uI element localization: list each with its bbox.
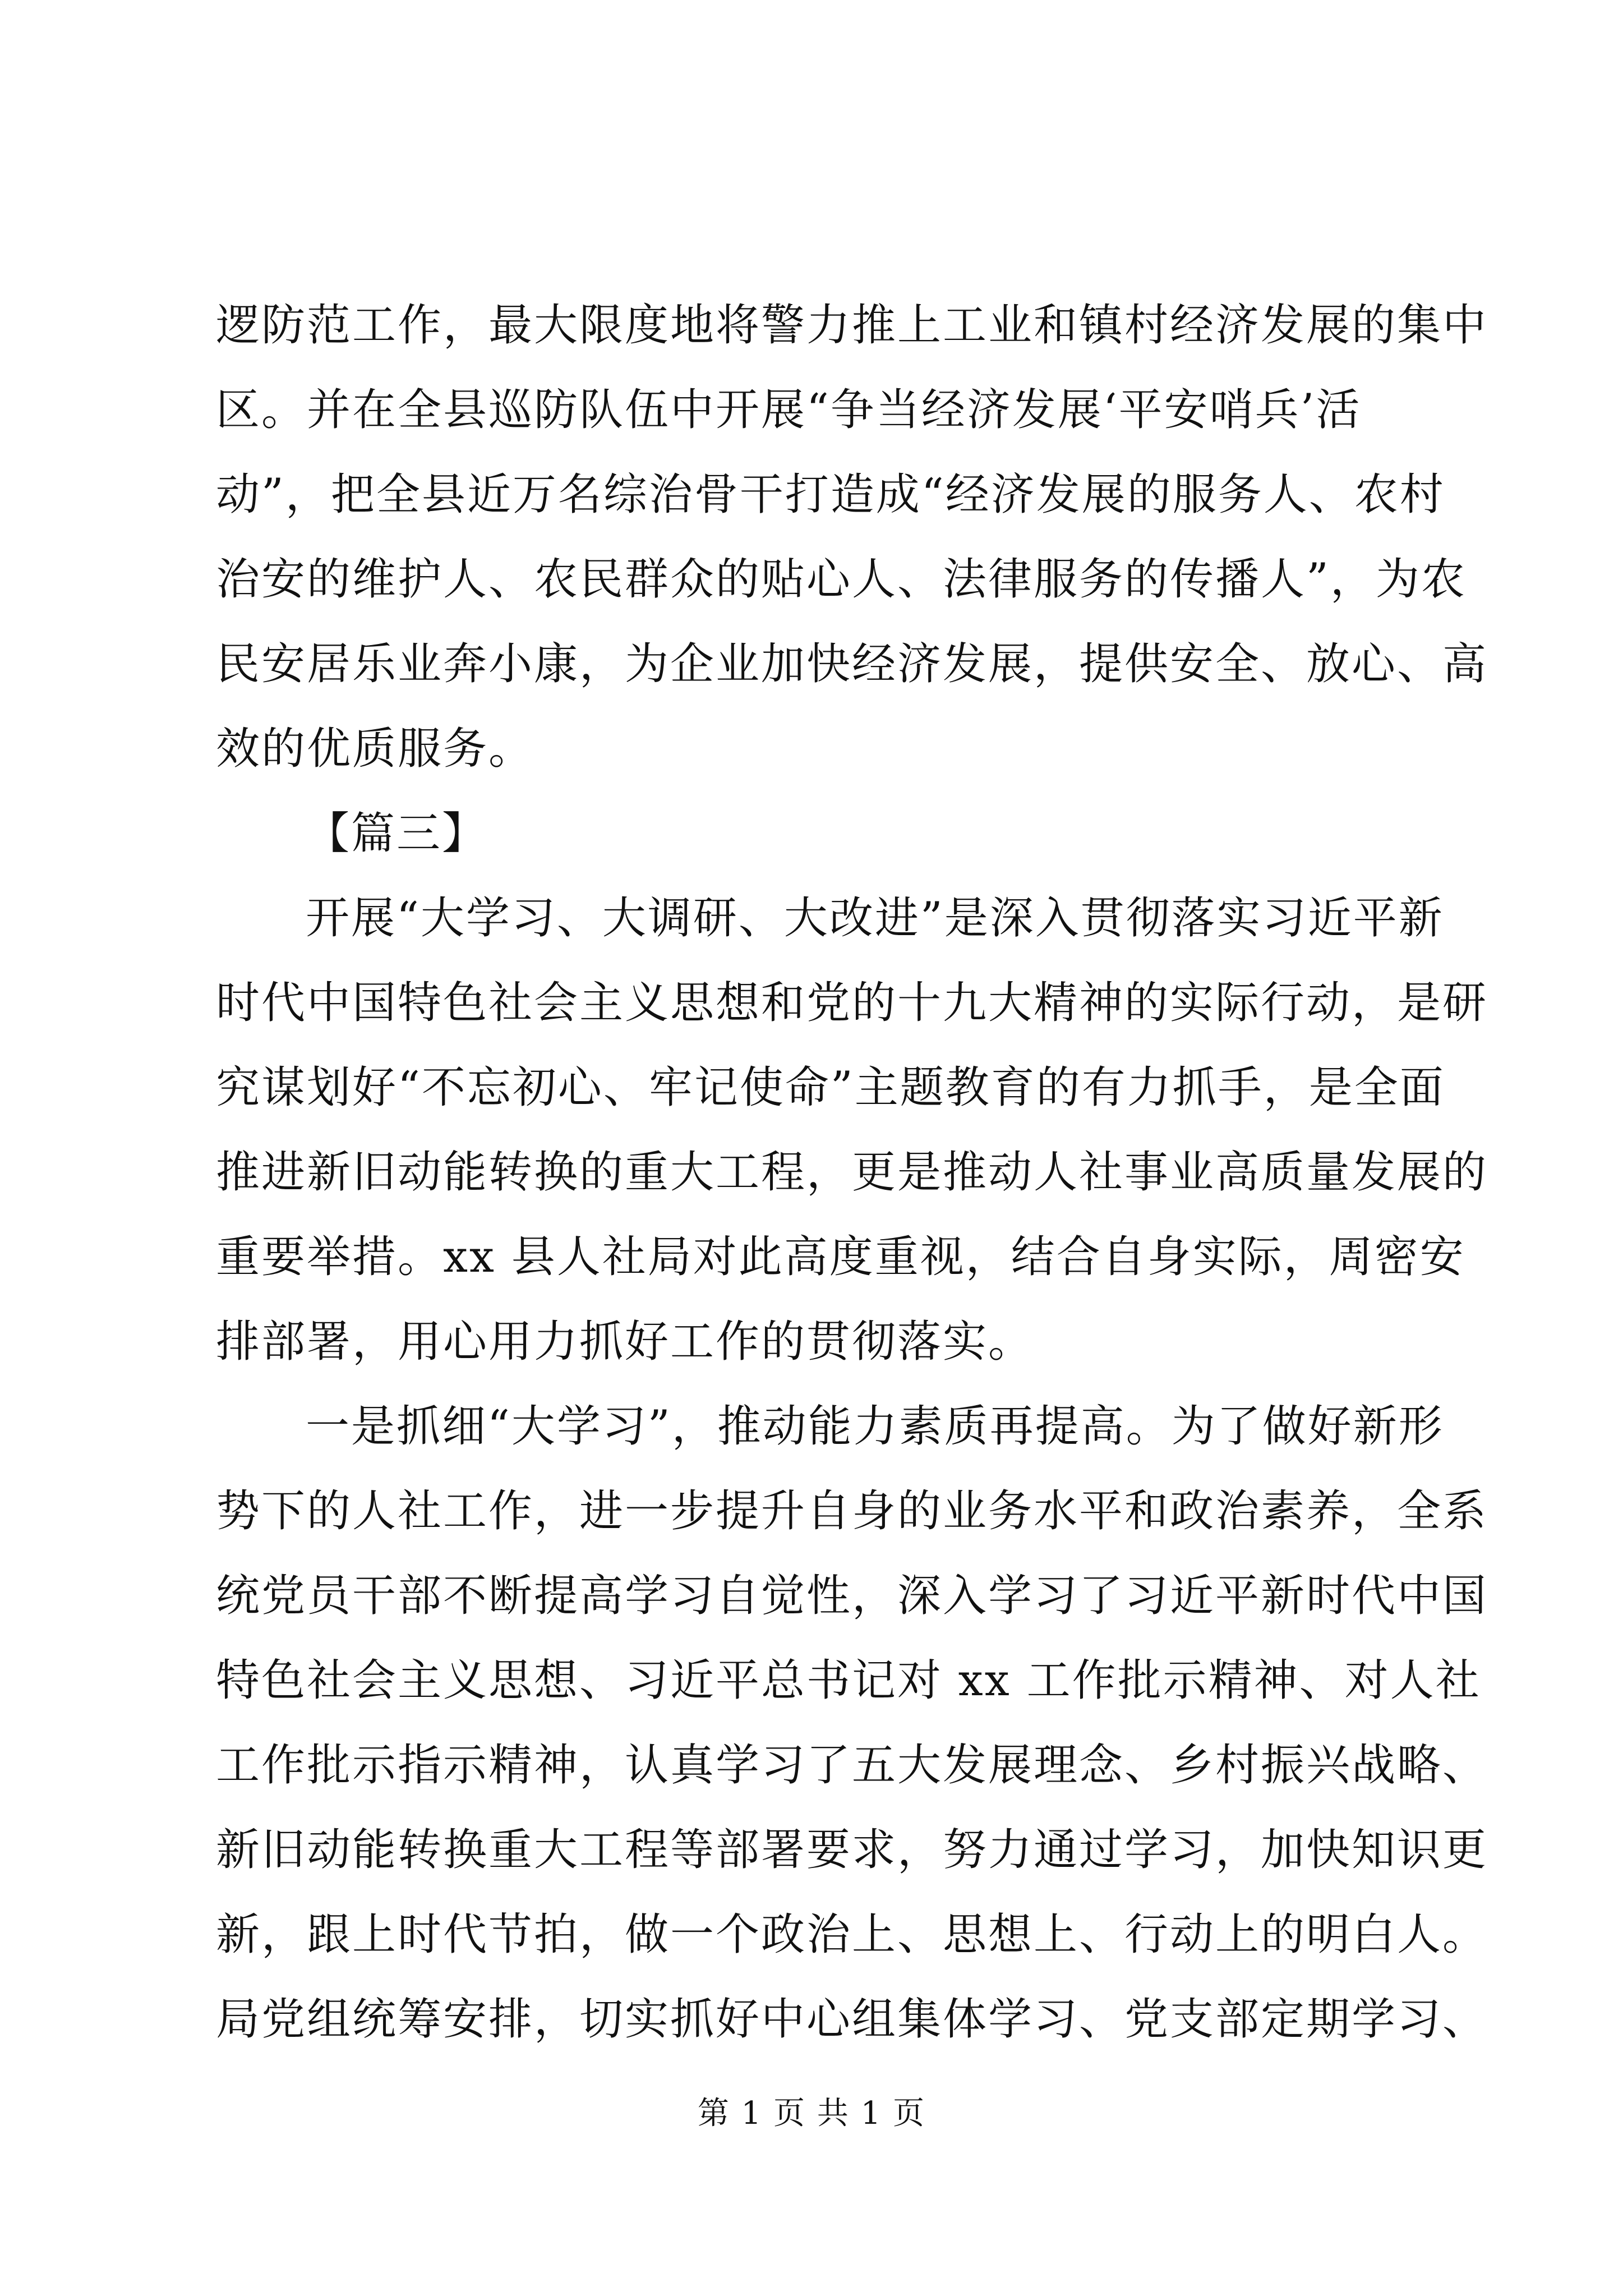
paragraph-line: 开展“大学习、大调研、大改进”是深入贯彻落实习近平新 <box>306 893 1444 944</box>
paragraph-line: 特色社会主义思想、习近平总书记对 xx 工作批示精神、对人社 <box>216 1655 1481 1706</box>
paragraph-line: 势下的人社工作，进一步提升自身的业务水平和政治素养，全系 <box>216 1486 1488 1536</box>
section-heading: 【篇三】 <box>306 808 488 859</box>
paragraph-line: 逻防范工作，最大限度地将警力推上工业和镇村经济发展的集中 <box>216 300 1488 351</box>
document-body <box>216 283 1488 2062</box>
page-number: 第 1 页 共 1 页 <box>697 2095 926 2132</box>
paragraph-line: 时代中国特色社会主义思想和党的十九大精神的实际行动，是研 <box>216 978 1488 1028</box>
paragraph-line: 一是抓细“大学习”，推动能力素质再提高。为了做好新形 <box>306 1401 1444 1452</box>
page-footer <box>0 2091 1623 2136</box>
paragraph-line: 效的优质服务。 <box>216 724 534 774</box>
paragraph-line: 新旧动能转换重大工程等部署要求，努力通过学习，加快知识更 <box>216 1825 1488 1875</box>
paragraph-line: 推进新旧动能转换的重大工程，更是推动人社事业高质量发展的 <box>216 1147 1488 1198</box>
paragraph-line: 排部署，用心用力抓好工作的贯彻落实。 <box>216 1317 1034 1367</box>
paragraph-line: 动”，把全县近万名综治骨干打造成“经济发展的服务人、农村 <box>216 470 1445 520</box>
paragraph-line: 重要举措。xx 县人社局对此高度重视，结合自身实际，周密安 <box>216 1232 1465 1282</box>
paragraph-line: 民安居乐业奔小康，为企业加快经济发展，提供安全、放心、高 <box>216 639 1488 689</box>
paragraph-line: 究谋划好“不忘初心、牢记使命”主题教育的有力抓手，是全面 <box>216 1062 1445 1113</box>
paragraph-line: 治安的维护人、农民群众的贴心人、法律服务的传播人”，为农 <box>216 554 1467 605</box>
paragraph-line: 区。并在全县巡防队伍中开展“争当经济发展‘平安哨兵’活 <box>216 385 1362 435</box>
paragraph-line: 新，跟上时代节拍，做一个政治上、思想上、行动上的明白人。 <box>216 1910 1488 1960</box>
paragraph-line: 局党组统筹安排，切实抓好中心组集体学习、党支部定期学习、 <box>216 1994 1488 2045</box>
paragraph-line: 统党员干部不断提高学习自觉性，深入学习了习近平新时代中国 <box>216 1571 1488 1621</box>
paragraph-line: 工作批示指示精神，认真学习了五大发展理念、乡村振兴战略、 <box>216 1740 1488 1791</box>
